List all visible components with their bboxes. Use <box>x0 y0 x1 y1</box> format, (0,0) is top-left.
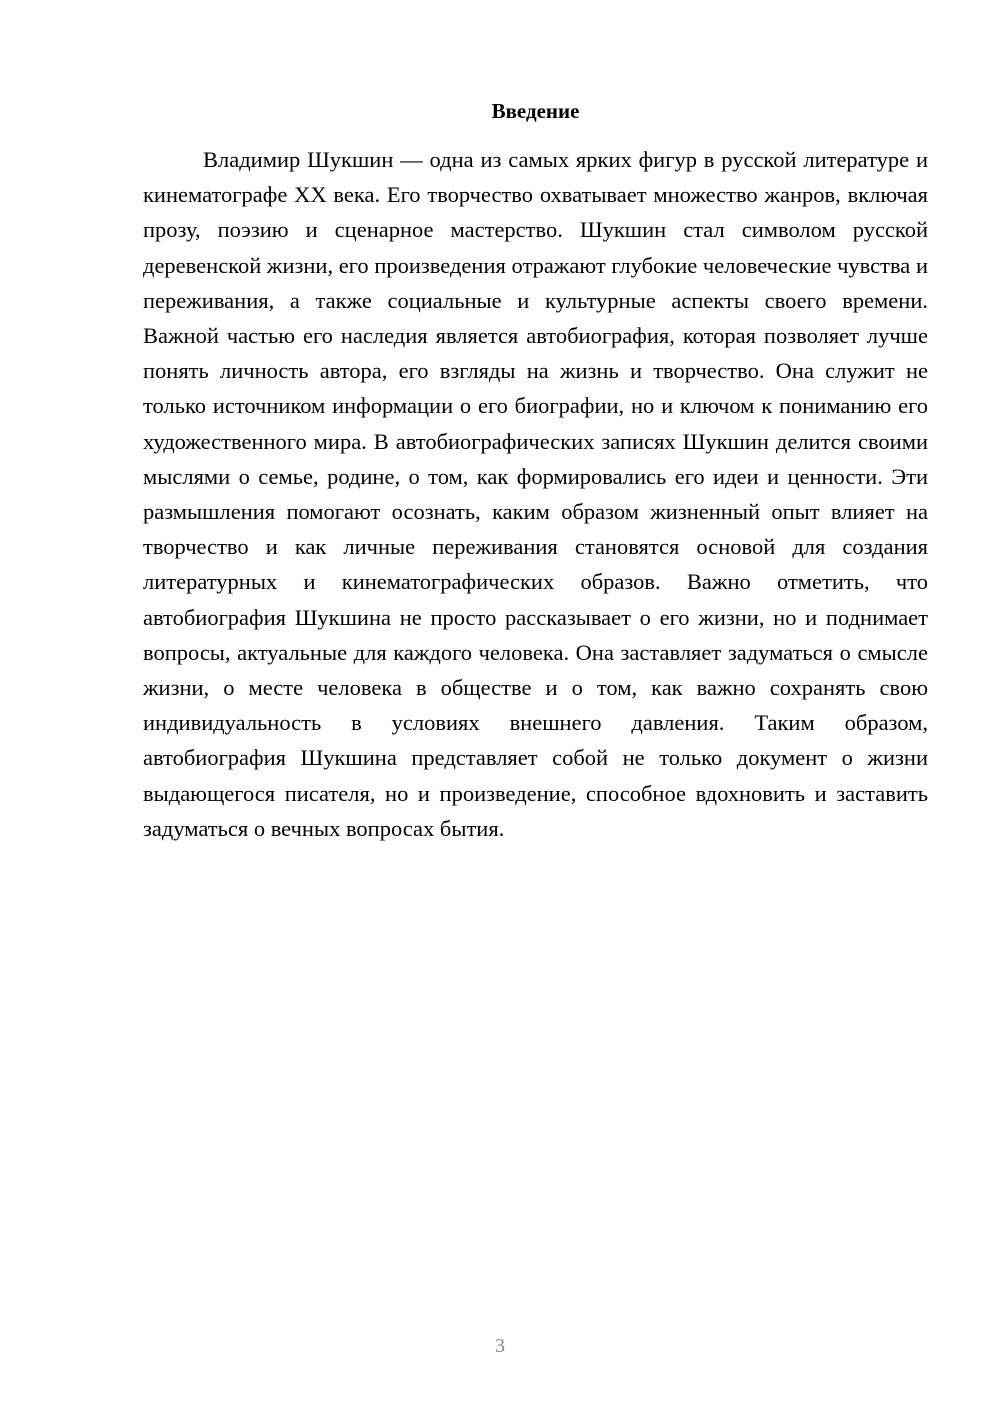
section-heading: Введение <box>491 99 580 123</box>
page-number: 3 <box>495 1335 505 1357</box>
body-paragraph: Владимир Шукшин — одна из самых ярких фигур в русской литературе и кинематографе XX века. Его творчество охватывает множество жанров, включая прозу, поэзию и сценарное мастерство. Шукшин стал символом русской деревенской жизни, его произведения отражают глубокие человеческие чувства и переживания, а также социальные и культурные аспекты своего времени. Важной частью его наследия является автобиография, которая позволяет лучше понять личность автора, его взгляды на жизнь и творчество. Она служит не только источником информации о его биографии, но и ключом к пониманию его художественного мира. В автобиографических записях Шукшин делится своими мыслями о семье, родине, о том, как формировались его идеи и ценности. Эти размышления помогают осознать, каким образом жизненный опыт влияет на творчество и как личные переживания становятся основой для создания литературных и кинематографических образов. Важно отметить, что автобиография Шукшина не просто рассказывает о его жизни, но и поднимает вопросы, актуальные для каждого человека. Она заставляет задуматься о смысле жизни, о месте человека в обществе и о том, как важно сохранять свою индивидуальность в условиях внешнего давления. Таким образом, автобиография Шукшина представляет собой не только документ о жизни выдающегося писателя, но и произведение, способное вдохновить и заставить задуматься о вечных вопросах бытия. <box>143 147 928 841</box>
